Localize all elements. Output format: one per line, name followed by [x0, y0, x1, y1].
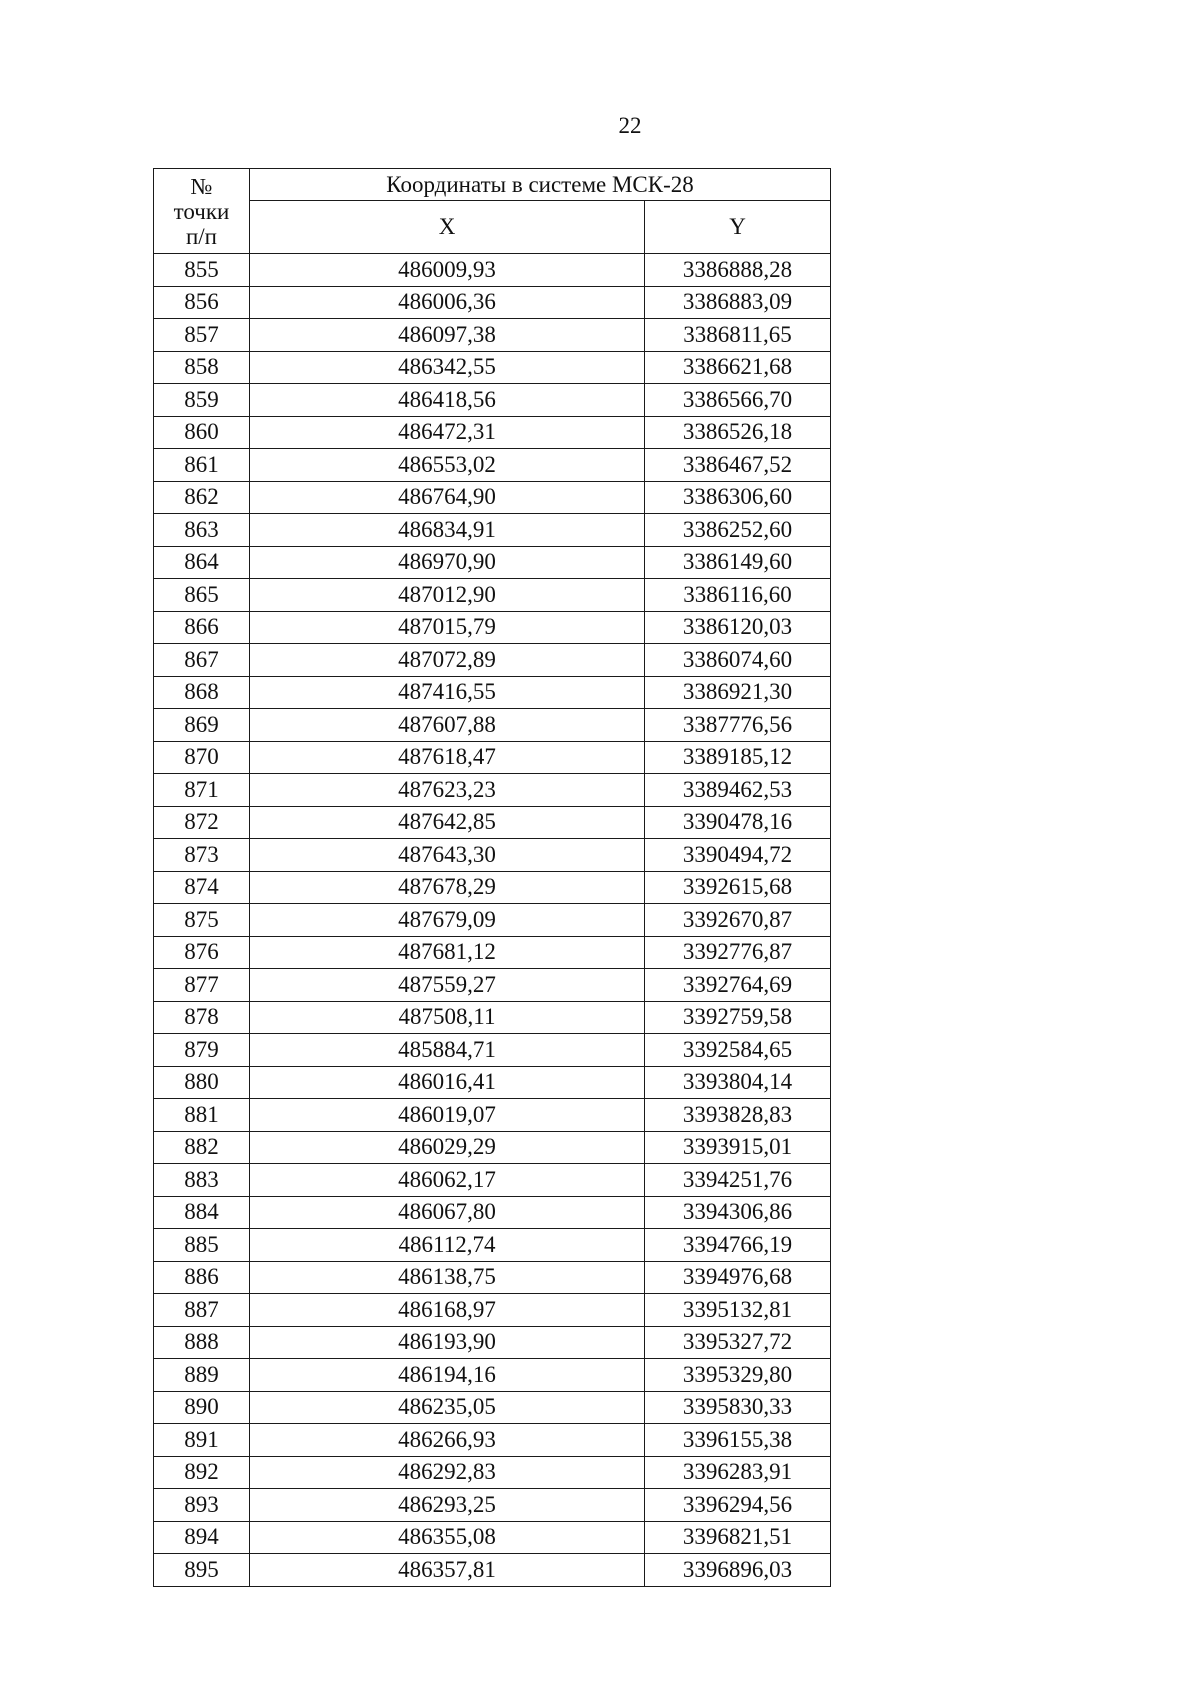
point-number-header	[154, 169, 250, 254]
point-number-cell: 885	[154, 1229, 250, 1262]
point-number-cell: 873	[154, 839, 250, 872]
y-coordinate-cell: 3386883,09	[645, 286, 831, 319]
table-row	[154, 709, 831, 742]
table-body	[154, 254, 831, 1587]
table-row	[154, 1456, 831, 1489]
y-coordinate-cell: 3387776,56	[645, 709, 831, 742]
point-number-cell: 880	[154, 1066, 250, 1099]
y-coordinate-cell: 3392615,68	[645, 871, 831, 904]
table-row	[154, 1521, 831, 1554]
y-coordinate-cell: 3392759,58	[645, 1001, 831, 1034]
y-coordinate-cell: 3386921,30	[645, 676, 831, 709]
table-row	[154, 1326, 831, 1359]
table-row	[154, 676, 831, 709]
table-row	[154, 416, 831, 449]
y-coordinate-cell: 3396896,03	[645, 1554, 831, 1587]
table-row	[154, 774, 831, 807]
point-number-cell: 875	[154, 904, 250, 937]
x-coordinate-cell: 486472,31	[250, 416, 645, 449]
y-column-header: Y	[645, 201, 831, 254]
y-coordinate-cell: 3392670,87	[645, 904, 831, 937]
point-number-cell: 855	[154, 254, 250, 287]
point-number-cell: 876	[154, 936, 250, 969]
point-number-cell: 882	[154, 1131, 250, 1164]
x-coordinate-cell: 486355,08	[250, 1521, 645, 1554]
x-coordinate-cell: 486062,17	[250, 1164, 645, 1197]
y-coordinate-cell: 3396155,38	[645, 1424, 831, 1457]
point-number-cell: 861	[154, 449, 250, 482]
point-number-cell: 868	[154, 676, 250, 709]
point-number-cell: 886	[154, 1261, 250, 1294]
point-number-cell: 864	[154, 546, 250, 579]
table-row	[154, 514, 831, 547]
x-coordinate-cell: 486029,29	[250, 1131, 645, 1164]
table-row	[154, 1164, 831, 1197]
coordinates-group-header: Координаты в системе МСК-28	[250, 169, 831, 201]
x-coordinate-cell: 487508,11	[250, 1001, 645, 1034]
point-number-cell: 863	[154, 514, 250, 547]
table-row	[154, 1099, 831, 1132]
table-row	[154, 1359, 831, 1392]
point-number-cell: 891	[154, 1424, 250, 1457]
point-number-cell: 884	[154, 1196, 250, 1229]
y-coordinate-cell: 3394306,86	[645, 1196, 831, 1229]
point-number-cell: 893	[154, 1489, 250, 1522]
point-number-cell: 883	[154, 1164, 250, 1197]
x-coordinate-cell: 487678,29	[250, 871, 645, 904]
point-number-cell: 857	[154, 319, 250, 352]
x-coordinate-cell: 486292,83	[250, 1456, 645, 1489]
point-number-cell: 865	[154, 579, 250, 612]
table-row	[154, 806, 831, 839]
y-coordinate-cell: 3395329,80	[645, 1359, 831, 1392]
y-coordinate-cell: 3394976,68	[645, 1261, 831, 1294]
x-coordinate-cell: 487642,85	[250, 806, 645, 839]
y-coordinate-cell: 3389462,53	[645, 774, 831, 807]
table-row	[154, 1034, 831, 1067]
y-coordinate-cell: 3396283,91	[645, 1456, 831, 1489]
y-coordinate-cell: 3390478,16	[645, 806, 831, 839]
point-number-cell: 860	[154, 416, 250, 449]
x-coordinate-cell: 485884,71	[250, 1034, 645, 1067]
point-number-cell: 870	[154, 741, 250, 774]
y-coordinate-cell: 3386074,60	[645, 644, 831, 677]
table-row	[154, 254, 831, 287]
y-coordinate-cell: 3395132,81	[645, 1294, 831, 1327]
x-coordinate-cell: 486016,41	[250, 1066, 645, 1099]
point-number-cell: 894	[154, 1521, 250, 1554]
y-coordinate-cell: 3392764,69	[645, 969, 831, 1002]
table-row	[154, 644, 831, 677]
point-number-cell: 858	[154, 351, 250, 384]
y-coordinate-cell: 3395327,72	[645, 1326, 831, 1359]
x-coordinate-cell: 486006,36	[250, 286, 645, 319]
table-row	[154, 904, 831, 937]
x-coordinate-cell: 487559,27	[250, 969, 645, 1002]
table-row	[154, 839, 831, 872]
point-number-cell: 872	[154, 806, 250, 839]
y-coordinate-cell: 3392584,65	[645, 1034, 831, 1067]
x-coordinate-cell: 487623,23	[250, 774, 645, 807]
point-number-cell: 889	[154, 1359, 250, 1392]
x-coordinate-cell: 486138,75	[250, 1261, 645, 1294]
table-row	[154, 1229, 831, 1262]
table-row	[154, 546, 831, 579]
x-column-header: X	[250, 201, 645, 254]
x-coordinate-cell: 486266,93	[250, 1424, 645, 1457]
table-row	[154, 1001, 831, 1034]
y-coordinate-cell: 3393828,83	[645, 1099, 831, 1132]
point-number-cell: 856	[154, 286, 250, 319]
table-row	[154, 936, 831, 969]
x-coordinate-cell: 486834,91	[250, 514, 645, 547]
point-number-cell: 877	[154, 969, 250, 1002]
y-coordinate-cell: 3386566,70	[645, 384, 831, 417]
x-coordinate-cell: 486553,02	[250, 449, 645, 482]
x-coordinate-cell: 486193,90	[250, 1326, 645, 1359]
x-coordinate-cell: 487607,88	[250, 709, 645, 742]
x-coordinate-cell: 487618,47	[250, 741, 645, 774]
x-coordinate-cell: 486970,90	[250, 546, 645, 579]
point-number-cell: 871	[154, 774, 250, 807]
y-coordinate-cell: 3386888,28	[645, 254, 831, 287]
y-coordinate-cell: 3396294,56	[645, 1489, 831, 1522]
x-coordinate-cell: 487643,30	[250, 839, 645, 872]
x-coordinate-cell: 486194,16	[250, 1359, 645, 1392]
y-coordinate-cell: 3394251,76	[645, 1164, 831, 1197]
y-coordinate-cell: 3386306,60	[645, 481, 831, 514]
table-row	[154, 579, 831, 612]
point-number-cell: 862	[154, 481, 250, 514]
y-coordinate-cell: 3386252,60	[645, 514, 831, 547]
table-row	[154, 741, 831, 774]
table-row	[154, 1554, 831, 1587]
point-number-cell: 859	[154, 384, 250, 417]
table-row	[154, 1489, 831, 1522]
x-coordinate-cell: 487679,09	[250, 904, 645, 937]
y-coordinate-cell: 3386120,03	[645, 611, 831, 644]
table-header	[154, 169, 831, 254]
table-row	[154, 481, 831, 514]
point-number-cell: 890	[154, 1391, 250, 1424]
y-coordinate-cell: 3396821,51	[645, 1521, 831, 1554]
point-number-cell: 866	[154, 611, 250, 644]
table-row	[154, 969, 831, 1002]
y-coordinate-cell: 3386467,52	[645, 449, 831, 482]
point-number-cell: 892	[154, 1456, 250, 1489]
table-row	[154, 384, 831, 417]
table-row	[154, 871, 831, 904]
table-row	[154, 1196, 831, 1229]
point-number-cell: 879	[154, 1034, 250, 1067]
x-coordinate-cell: 486112,74	[250, 1229, 645, 1262]
point-number-cell: 869	[154, 709, 250, 742]
y-coordinate-cell: 3393804,14	[645, 1066, 831, 1099]
x-coordinate-cell: 486764,90	[250, 481, 645, 514]
point-number-header-line-3: п/п	[185, 223, 217, 249]
page-number: 22	[618, 113, 642, 138]
point-number-cell: 874	[154, 871, 250, 904]
x-coordinate-cell: 487072,89	[250, 644, 645, 677]
y-coordinate-cell: 3389185,12	[645, 741, 831, 774]
point-number-cell: 867	[154, 644, 250, 677]
x-coordinate-cell: 487012,90	[250, 579, 645, 612]
y-coordinate-cell: 3392776,87	[645, 936, 831, 969]
x-coordinate-cell: 487015,79	[250, 611, 645, 644]
x-coordinate-cell: 486235,05	[250, 1391, 645, 1424]
y-coordinate-cell: 3386811,65	[645, 319, 831, 352]
x-coordinate-cell: 486293,25	[250, 1489, 645, 1522]
y-coordinate-cell: 3386526,18	[645, 416, 831, 449]
x-coordinate-cell: 486067,80	[250, 1196, 645, 1229]
table-row	[154, 1294, 831, 1327]
x-coordinate-cell: 486009,93	[250, 254, 645, 287]
coordinates-table	[153, 168, 831, 1587]
x-coordinate-cell: 486097,38	[250, 319, 645, 352]
y-coordinate-cell: 3394766,19	[645, 1229, 831, 1262]
y-coordinate-cell: 3393915,01	[645, 1131, 831, 1164]
y-coordinate-cell: 3386149,60	[645, 546, 831, 579]
x-coordinate-cell: 487681,12	[250, 936, 645, 969]
table-row	[154, 351, 831, 384]
x-coordinate-cell: 486168,97	[250, 1294, 645, 1327]
table-row	[154, 1424, 831, 1457]
x-coordinate-cell: 486342,55	[250, 351, 645, 384]
point-number-cell: 887	[154, 1294, 250, 1327]
table-row	[154, 319, 831, 352]
table-row	[154, 1391, 831, 1424]
table-row	[154, 1066, 831, 1099]
table-row	[154, 611, 831, 644]
x-coordinate-cell: 486357,81	[250, 1554, 645, 1587]
point-number-header-line-2: точки	[173, 198, 230, 224]
y-coordinate-cell: 3390494,72	[645, 839, 831, 872]
table-row	[154, 286, 831, 319]
point-number-cell: 881	[154, 1099, 250, 1132]
table-row	[154, 449, 831, 482]
x-coordinate-cell: 486019,07	[250, 1099, 645, 1132]
point-number-cell: 878	[154, 1001, 250, 1034]
point-number-cell: 895	[154, 1554, 250, 1587]
table-row	[154, 1261, 831, 1294]
x-coordinate-cell: 487416,55	[250, 676, 645, 709]
point-number-header-line-1: №	[190, 173, 213, 199]
y-coordinate-cell: 3386116,60	[645, 579, 831, 612]
y-coordinate-cell: 3395830,33	[645, 1391, 831, 1424]
y-coordinate-cell: 3386621,68	[645, 351, 831, 384]
x-coordinate-cell: 486418,56	[250, 384, 645, 417]
table-row	[154, 1131, 831, 1164]
point-number-cell: 888	[154, 1326, 250, 1359]
